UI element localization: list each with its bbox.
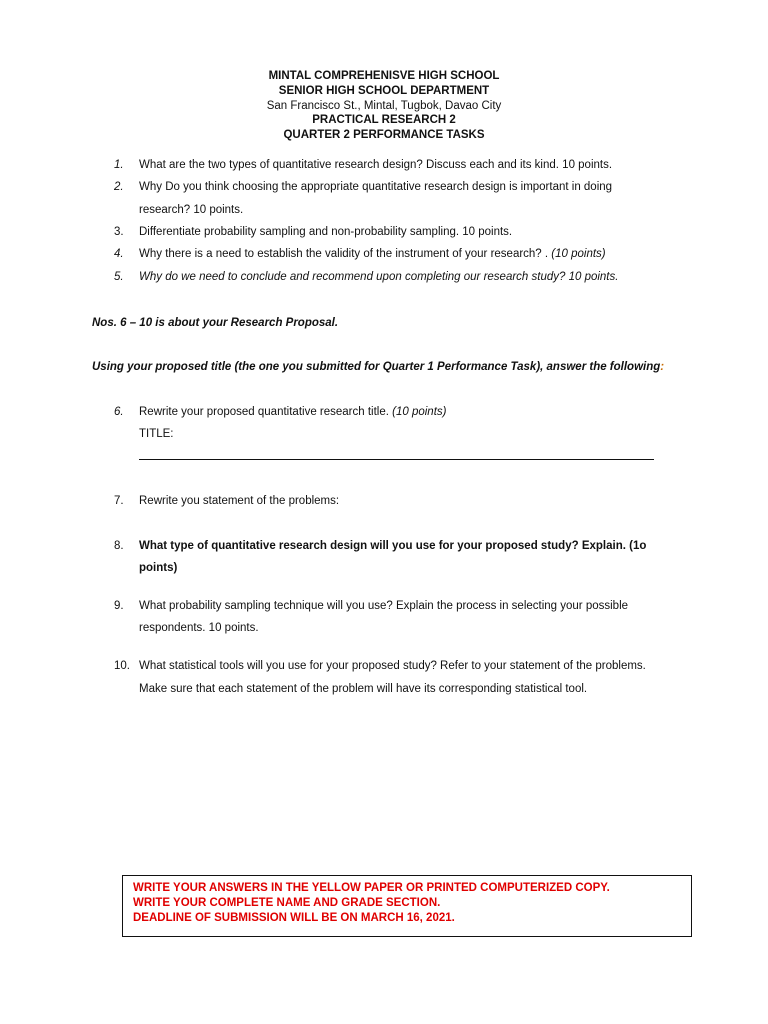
question-number: 5. bbox=[114, 271, 124, 283]
title-label: TITLE: bbox=[139, 428, 174, 440]
question-text-continued: Make sure that each statement of the problem will have its corresponding statistical tool. bbox=[139, 683, 588, 695]
question-number: 4. bbox=[114, 248, 124, 260]
subject-title: PRACTICAL RESEARCH 2 bbox=[312, 114, 456, 126]
question-number: 3. bbox=[114, 226, 124, 238]
question-number: 1. bbox=[114, 159, 124, 171]
question-text: What type of quantitative research design will you use for your proposed study? Explain. (1o bbox=[139, 540, 647, 552]
question-text: Rewrite your proposed quantitative research title. (10 points) bbox=[139, 406, 447, 418]
school-address: San Francisco St., Mintal, Tugbok, Davao City bbox=[266, 100, 502, 112]
department-name: SENIOR HIGH SCHOOL DEPARTMENT bbox=[278, 85, 490, 97]
proposal-note: Nos. 6 – 10 is about your Research Proposal. bbox=[92, 317, 339, 329]
question-number: 8. bbox=[114, 540, 124, 552]
notice-line: DEADLINE OF SUBMISSION WILL BE ON MARCH 16, 2021. bbox=[133, 912, 455, 924]
question-text: What statistical tools will you use for your proposed study? Refer to your statement of the problems. bbox=[139, 660, 646, 672]
title-answer-line bbox=[139, 459, 654, 460]
question-text: What are the two types of quantitative research design? Discuss each and its kind. 10 points. bbox=[139, 159, 613, 171]
question-number: 10. bbox=[114, 660, 130, 672]
question-text-continued: research? 10 points. bbox=[139, 204, 244, 216]
notice-line: WRITE YOUR ANSWERS IN THE YELLOW PAPER OR PRINTED COMPUTERIZED COPY. bbox=[133, 882, 610, 894]
question-text: Rewrite you statement of the problems: bbox=[139, 495, 340, 507]
question-text-continued: points) bbox=[139, 562, 178, 574]
question-number: 9. bbox=[114, 600, 124, 612]
question-number: 6. bbox=[114, 406, 124, 418]
question-text: Why do we need to conclude and recommend upon completing our research study? 10 points. bbox=[139, 271, 619, 283]
question-text: Why Do you think choosing the appropriate quantitative research design is important in doing bbox=[139, 181, 613, 193]
task-title: QUARTER 2 PERFORMANCE TASKS bbox=[283, 129, 485, 141]
question-text: Why there is a need to establish the validity of the instrument of your research? . (10 points) bbox=[139, 248, 606, 260]
instruction-line: Using your proposed title (the one you submitted for Quarter 1 Performance Task), answer the following: bbox=[92, 361, 665, 373]
question-number: 2. bbox=[114, 181, 124, 193]
submission-notice-box bbox=[122, 875, 692, 937]
question-text-continued: respondents. 10 points. bbox=[139, 622, 259, 634]
question-text: Differentiate probability sampling and non-probability sampling. 10 points. bbox=[139, 226, 513, 238]
school-name: MINTAL COMPREHENISVE HIGH SCHOOL bbox=[268, 70, 500, 82]
notice-line: WRITE YOUR COMPLETE NAME AND GRADE SECTION. bbox=[133, 897, 441, 909]
question-number: 7. bbox=[114, 495, 124, 507]
question-text: What probability sampling technique will you use? Explain the process in selecting your possible bbox=[139, 600, 629, 612]
